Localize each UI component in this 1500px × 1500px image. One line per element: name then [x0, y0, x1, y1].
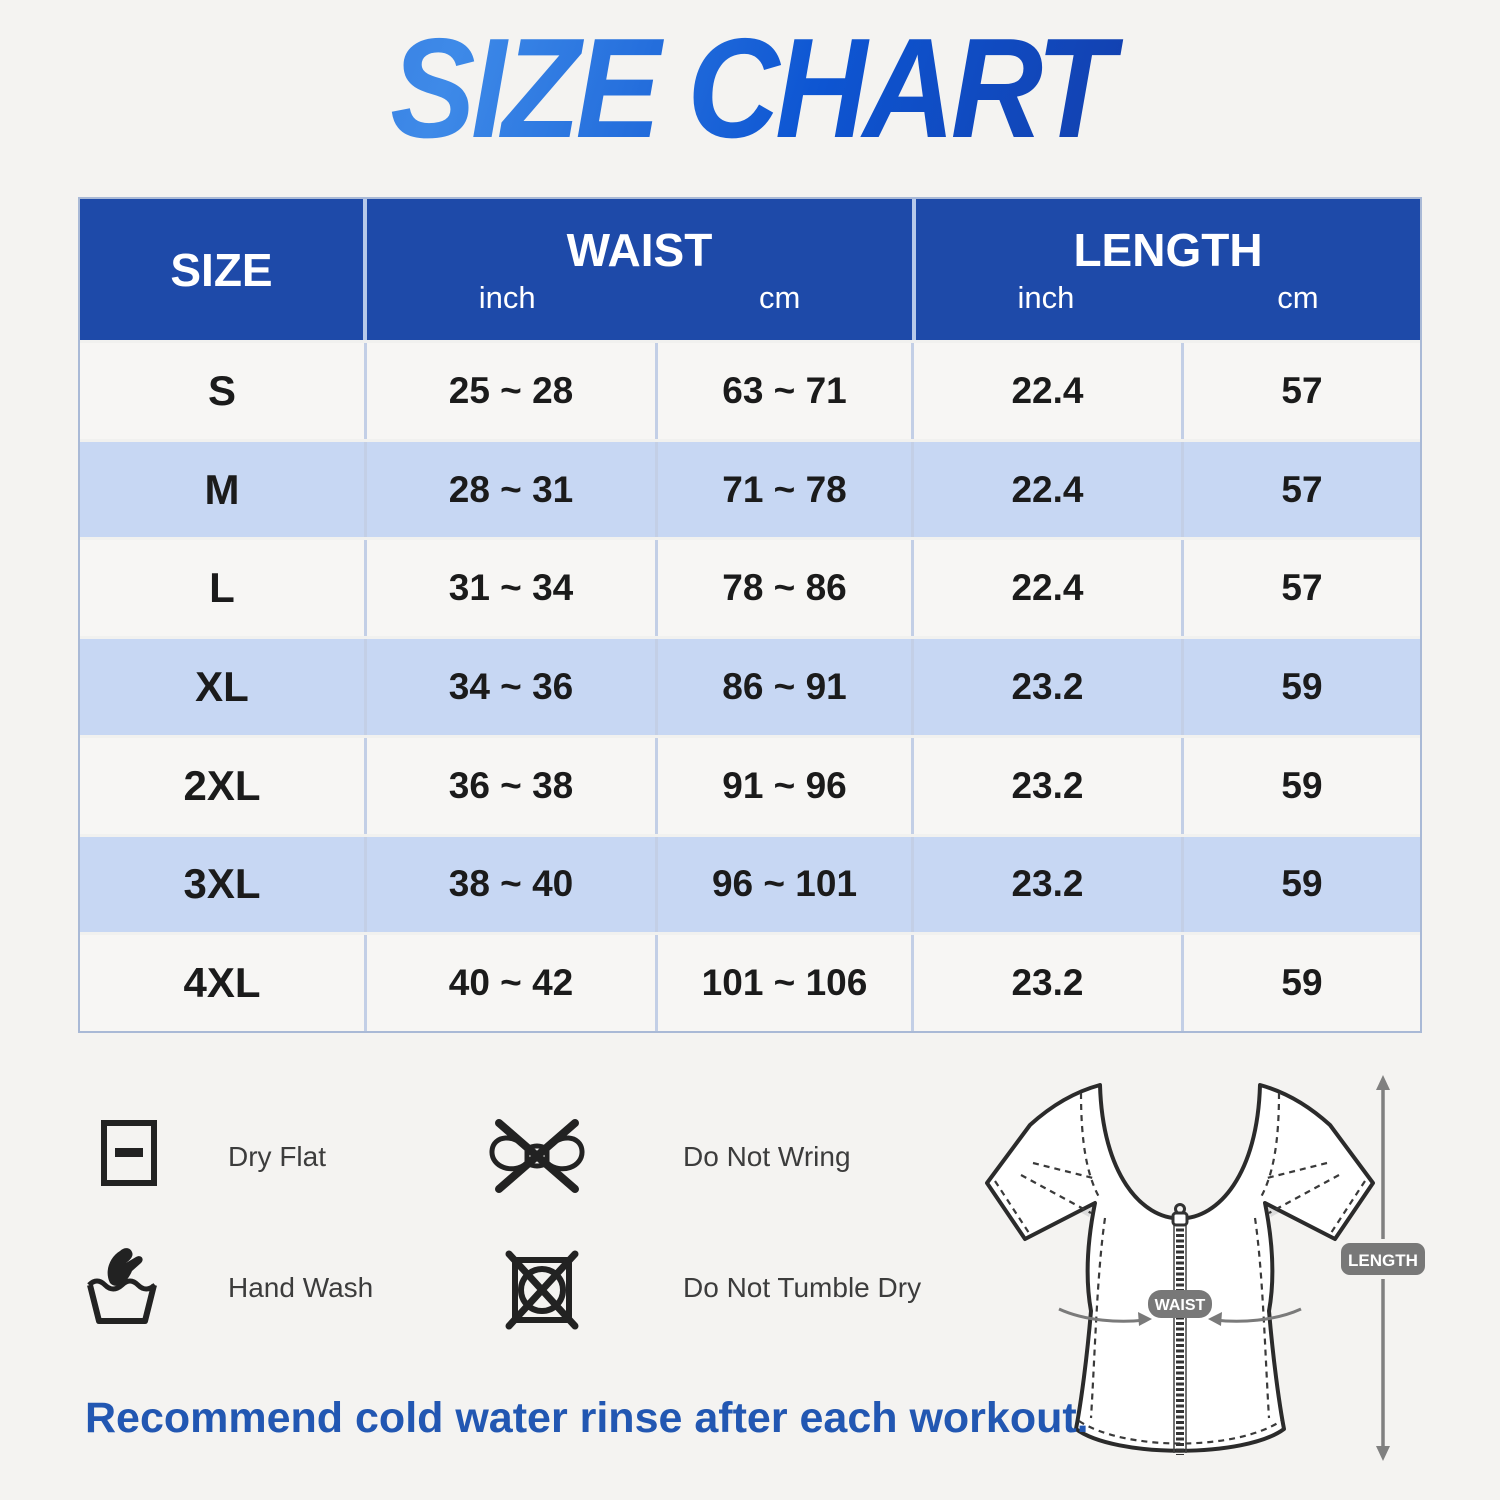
zipper-slider [1173, 1213, 1187, 1225]
waist-unit-cm-label: cm [758, 279, 801, 315]
length-cm-cell: 57 [1281, 567, 1323, 609]
header-cell-waist [367, 199, 916, 340]
waist-inch-cell: 34 ~ 36 [367, 639, 658, 735]
length-unit-inch-label: inch [1017, 279, 1075, 315]
size-cell: L [80, 540, 367, 636]
waist-cm-cell: 86 ~ 91 [658, 639, 914, 735]
care-label: Hand Wash [228, 1272, 374, 1303]
length-inch-cell: 23.2 [914, 935, 1184, 1031]
table-header-row [80, 199, 1420, 340]
waist-badge-label: WAIST [1154, 1297, 1206, 1314]
waist-inch-cell: 28 ~ 31 [367, 442, 658, 538]
waist-inch-cell: 40 ~ 42 [367, 935, 658, 1031]
table-row-xl [80, 636, 1420, 735]
header-cell-length [916, 199, 1420, 340]
length-cm-cell: 57 [1281, 369, 1323, 411]
table-row-s [80, 340, 1420, 439]
dry-flat-icon [100, 1119, 158, 1187]
length-inch-cell: 23.2 [914, 738, 1184, 834]
waist-cm-cell: 101 ~ 106 [658, 935, 914, 1031]
waist-unit-inch-label: inch [478, 279, 536, 315]
length-badge-label: LENGTH [1348, 1251, 1418, 1270]
size-cell: 2XL [80, 738, 367, 834]
length-inch-cell: 22.4 [914, 442, 1184, 538]
length-inch-cell: 22.4 [914, 540, 1184, 636]
size-cell: M [80, 442, 367, 538]
care-label: Dry Flat [228, 1141, 326, 1172]
waist-cm-cell: 96 ~ 101 [658, 837, 914, 933]
length-inch-cell: 22.4 [914, 343, 1184, 439]
do-not-tumble-dry-icon [505, 1248, 579, 1332]
waist-inch-cell: 25 ~ 28 [367, 343, 658, 439]
length-arrowhead-bottom [1376, 1446, 1390, 1461]
table-row-3xl [80, 834, 1420, 933]
header-cell-size [80, 199, 367, 340]
length-cm-cell: 59 [1281, 962, 1323, 1004]
length-arrowhead-top [1376, 1075, 1390, 1090]
hand-wash-icon [86, 1243, 158, 1327]
length-cm-cell: 59 [1281, 666, 1323, 708]
waist-header-label: WAIST [566, 223, 713, 276]
length-units-row [916, 280, 1420, 316]
length-inch-cell: 23.2 [914, 837, 1184, 933]
do-not-wring-icon [487, 1117, 587, 1195]
length-header-label: LENGTH [1073, 223, 1263, 276]
size-cell: XL [80, 639, 367, 735]
waist-cm-cell: 78 ~ 86 [658, 540, 914, 636]
size-header-label: SIZE [170, 243, 273, 296]
size-cell: 3XL [80, 837, 367, 933]
waist-inch-cell: 36 ~ 38 [367, 738, 658, 834]
table-row-m [80, 439, 1420, 538]
size-cell: S [80, 343, 367, 439]
care-label: Do Not Tumble Dry [683, 1272, 922, 1303]
length-inch-cell: 23.2 [914, 639, 1184, 735]
waist-units-row [367, 280, 912, 316]
waist-inch-cell: 31 ~ 34 [367, 540, 658, 636]
length-cm-cell: 57 [1281, 468, 1323, 510]
page-title: SIZE CHART [75, 14, 1425, 165]
table-row-4xl [80, 932, 1420, 1031]
length-unit-cm-label: cm [1277, 279, 1319, 315]
table-row-2xl [80, 735, 1420, 834]
care-label: Do Not Wring [683, 1141, 851, 1172]
length-cm-cell: 59 [1281, 863, 1323, 905]
note-text: Recommend cold water rinse after each workout. [85, 1394, 1089, 1442]
waist-cm-cell: 63 ~ 71 [658, 343, 914, 439]
waist-cm-cell: 91 ~ 96 [658, 738, 914, 834]
size-cell: 4XL [80, 935, 367, 1031]
waist-cm-cell: 71 ~ 78 [658, 442, 914, 538]
waist-inch-cell: 38 ~ 40 [367, 837, 658, 933]
size-table [78, 197, 1422, 1033]
table-row-l [80, 537, 1420, 636]
length-cm-cell: 59 [1281, 764, 1323, 806]
